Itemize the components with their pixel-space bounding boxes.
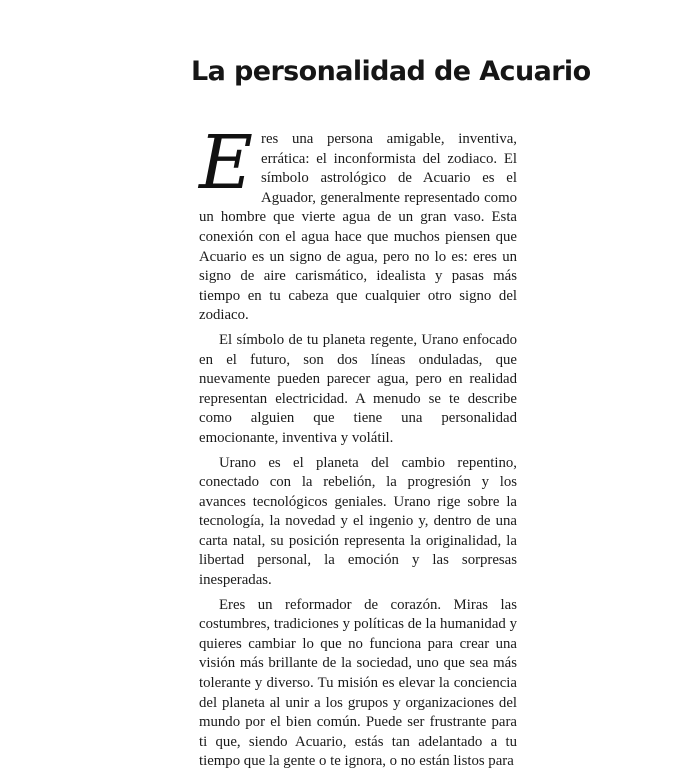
body-text xyxy=(199,120,517,777)
paragraph-1-text: res una persona amigable, inventiva, errática: el inconformista del zodiaco. El símbolo astrológico de Acuario es el Aguador, generalmente representado como un hombre que vierte agua de un gran vaso. Esta conexión con el agua hace que muchos piensen que Acuario es un signo de agua, pero no lo es: eres un signo de aire carismático, idealista y pasas más tiempo en tu cabeza que cualquier otro signo del zodiaco. xyxy=(199,131,517,324)
paragraph-4: Eres un reformador de corazón. Miras las costumbres, tradiciones y políticas de la humanidad y quieres cambiar lo que no funciona para crear una visión más brillante de la sociedad, uno que sea más tolerante y diverso. Tu misión es elevar la conciencia del planeta al unir a los grupos y organizaciones del mundo por el bien común. Puede ser frustrante para ti que, siendo Acuario, estás tan adelantado a tu tiempo que la gente o te ignora, o no están listos para xyxy=(199,596,517,770)
paragraph-1 xyxy=(199,120,517,326)
paragraph-2: El símbolo de tu planeta regente, Urano enfocado en el futuro, son dos líneas onduladas, que nuevamente pueden parecer agua, pero en realidad representan electricidad. A menudo se te describe como alguien que tiene una personalidad emocionante, inventiva y volátil. xyxy=(199,331,517,446)
drop-cap: E xyxy=(199,120,254,206)
paragraph-3: Urano es el planeta del cambio repentino, conectado con la rebelión, la progresión y los avances tecnológicos geniales. Urano rige sobre la tecnología, la novedad y el ingenio y, dentro de una carta natal, su posición representa la originalidad, la libertad personal, la emoción y las sorpresas inesperadas. xyxy=(199,454,517,589)
chapter-title: La personalidad de Acuario xyxy=(191,56,591,87)
